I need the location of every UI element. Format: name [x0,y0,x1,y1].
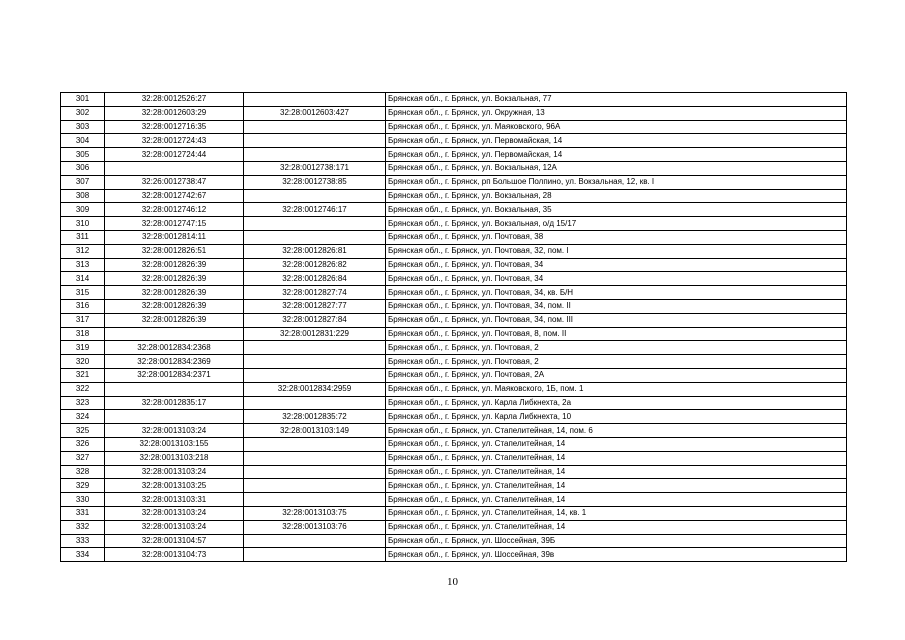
row-number-cell: 328 [61,465,105,479]
address-cell: Брянская обл., г. Брянск, ул. Вокзальная, 35 [386,203,847,217]
object-number-cell [244,189,386,203]
row-number-cell: 308 [61,189,105,203]
address-cell: Брянская обл., г. Брянск, ул. Вокзальная, 77 [386,93,847,107]
address-cell: Брянская обл., г. Брянск, ул. Первомайская, 14 [386,134,847,148]
object-number-cell: 32:28:0012738:171 [244,161,386,175]
row-number-cell: 315 [61,286,105,300]
table-row [61,341,847,355]
row-number-cell: 309 [61,203,105,217]
object-number-cell [244,93,386,107]
address-cell: Брянская обл., г. Брянск, ул. Почтовая, 2А [386,368,847,382]
table-row [61,230,847,244]
address-cell: Брянская обл., г. Брянск, ул. Вокзальная, 28 [386,189,847,203]
table-row [61,272,847,286]
address-cell: Брянская обл., г. Брянск, ул. Стапелитейная, 14 [386,493,847,507]
object-number-cell: 32:28:0012746:17 [244,203,386,217]
address-cell: Брянская обл., г. Брянск, ул. Стапелитейная, 14 [386,520,847,534]
object-number-cell [244,341,386,355]
row-number-cell: 327 [61,451,105,465]
address-cell: Брянская обл., г. Брянск, ул. Почтовая, 38 [386,230,847,244]
object-number-cell: 32:28:0012831:229 [244,327,386,341]
cadastral-number-cell: 32:28:0012826:39 [105,272,244,286]
row-number-cell: 331 [61,506,105,520]
row-number-cell: 334 [61,548,105,562]
table-row [61,410,847,424]
object-number-cell [244,368,386,382]
row-number-cell: 306 [61,161,105,175]
address-cell: Брянская обл., г. Брянск, ул. Вокзальная, о/д 15/17 [386,217,847,231]
cadastral-number-cell: 32:28:0012526:27 [105,93,244,107]
cadastral-number-cell: 32:28:0012834:2368 [105,341,244,355]
address-cell: Брянская обл., г. Брянск, ул. Карла Либкнехта, 2а [386,396,847,410]
cadastral-number-cell [105,382,244,396]
table-row [61,120,847,134]
object-number-cell: 32:28:0012826:82 [244,258,386,272]
cadastral-number-cell: 32:28:0013103:24 [105,424,244,438]
cadastral-number-cell: 32:28:0012746:12 [105,203,244,217]
row-number-cell: 312 [61,244,105,258]
row-number-cell: 304 [61,134,105,148]
address-cell: Брянская обл., г. Брянск, ул. Почтовая, 34, пом. II [386,299,847,313]
cadastral-number-cell: 32:28:0013103:155 [105,437,244,451]
address-cell: Брянская обл., г. Брянск, ул. Почтовая, 8, пом. II [386,327,847,341]
table-row [61,313,847,327]
object-number-cell: 32:28:0012738:85 [244,175,386,189]
object-number-cell: 32:28:0012827:74 [244,286,386,300]
table-row [61,134,847,148]
cadastral-number-cell: 32:28:0012826:39 [105,258,244,272]
table-row [61,396,847,410]
cadastral-number-cell [105,327,244,341]
address-cell: Брянская обл., г. Брянск, ул. Вокзальная, 12А [386,161,847,175]
cadastral-number-cell: 32:28:0012826:51 [105,244,244,258]
row-number-cell: 301 [61,93,105,107]
cadastral-number-cell: 32:28:0013104:57 [105,534,244,548]
address-cell: Брянская обл., г. Брянск, ул. Почтовая, 2 [386,355,847,369]
table-row [61,244,847,258]
object-number-cell: 32:28:0012603:427 [244,106,386,120]
row-number-cell: 330 [61,493,105,507]
row-number-cell: 310 [61,217,105,231]
row-number-cell: 302 [61,106,105,120]
cadastral-number-cell: 32:28:0013103:25 [105,479,244,493]
object-number-cell [244,217,386,231]
object-number-cell: 32:28:0012835:72 [244,410,386,424]
address-cell: Брянская обл., г. Брянск, ул. Почтовая, 34, кв. Б/Н [386,286,847,300]
object-number-cell [244,548,386,562]
table-row [61,93,847,107]
row-number-cell: 320 [61,355,105,369]
address-cell: Брянская обл., г. Брянск, ул. Стапелитейная, 14 [386,437,847,451]
table-row [61,368,847,382]
table-row [61,161,847,175]
cadastral-number-cell: 32:28:0012835:17 [105,396,244,410]
registry-table [60,92,847,562]
cadastral-number-cell: 32:28:0012834:2369 [105,355,244,369]
object-number-cell: 32:28:0012826:84 [244,272,386,286]
object-number-cell [244,396,386,410]
table-row [61,299,847,313]
table-row [61,493,847,507]
address-cell: Брянская обл., г. Брянск, ул. Стапелитейная, 14, пом. 6 [386,424,847,438]
object-number-cell [244,451,386,465]
row-number-cell: 305 [61,148,105,162]
cadastral-number-cell: 32:28:0013103:31 [105,493,244,507]
cadastral-number-cell: 32:28:0012603:29 [105,106,244,120]
cadastral-number-cell [105,410,244,424]
cadastral-number-cell: 32:28:0012834:2371 [105,368,244,382]
table-row [61,148,847,162]
cadastral-number-cell: 32:28:0012826:39 [105,299,244,313]
row-number-cell: 307 [61,175,105,189]
cadastral-number-cell: 32:28:0012742:67 [105,189,244,203]
cadastral-number-cell: 32:28:0013103:218 [105,451,244,465]
address-cell: Брянская обл., г. Брянск, ул. Маяковского, 1Б, пом. 1 [386,382,847,396]
table-row [61,424,847,438]
row-number-cell: 326 [61,437,105,451]
row-number-cell: 303 [61,120,105,134]
row-number-cell: 319 [61,341,105,355]
object-number-cell [244,493,386,507]
object-number-cell [244,465,386,479]
cadastral-number-cell: 32:26:0012738:47 [105,175,244,189]
address-cell: Брянская обл., г. Брянск, ул. Почтовая, 34 [386,258,847,272]
object-number-cell [244,437,386,451]
cadastral-number-cell: 32:28:0013104:73 [105,548,244,562]
row-number-cell: 318 [61,327,105,341]
address-cell: Брянская обл., г. Брянск, ул. Стапелитейная, 14 [386,479,847,493]
table-row [61,203,847,217]
cadastral-number-cell: 32:28:0012826:39 [105,313,244,327]
object-number-cell: 32:28:0013103:75 [244,506,386,520]
row-number-cell: 321 [61,368,105,382]
table-row [61,286,847,300]
row-number-cell: 311 [61,230,105,244]
table-row [61,506,847,520]
address-cell: Брянская обл., г. Брянск, ул. Окружная, 13 [386,106,847,120]
table-row [61,327,847,341]
cadastral-number-cell: 32:28:0013103:24 [105,465,244,479]
table-row [61,548,847,562]
object-number-cell [244,230,386,244]
cadastral-number-cell: 32:28:0012826:39 [105,286,244,300]
cadastral-number-cell: 32:28:0012716:35 [105,120,244,134]
cadastral-number-cell: 32:28:0012724:44 [105,148,244,162]
row-number-cell: 329 [61,479,105,493]
table-row [61,465,847,479]
address-cell: Брянская обл., г. Брянск, ул. Стапелитейная, 14, кв. 1 [386,506,847,520]
table-row [61,534,847,548]
address-cell: Брянская обл., г. Брянск, ул. Маяковского, 96А [386,120,847,134]
object-number-cell: 32:28:0012827:77 [244,299,386,313]
table-row [61,520,847,534]
table-row [61,437,847,451]
page-number: 10 [447,576,458,588]
object-number-cell: 32:28:0012826:81 [244,244,386,258]
row-number-cell: 314 [61,272,105,286]
address-cell: Брянская обл., г. Брянск, ул. Карла Либкнехта, 10 [386,410,847,424]
row-number-cell: 332 [61,520,105,534]
object-number-cell [244,148,386,162]
table-row [61,189,847,203]
object-number-cell [244,479,386,493]
table-row [61,106,847,120]
object-number-cell: 32:28:0012834:2959 [244,382,386,396]
address-cell: Брянская обл., г. Брянск, ул. Шоссейная, 39Б [386,534,847,548]
address-cell: Брянская обл., г. Брянск, ул. Почтовая, 32, пом. I [386,244,847,258]
table-row [61,382,847,396]
object-number-cell [244,355,386,369]
object-number-cell: 32:28:0013103:149 [244,424,386,438]
table-row [61,217,847,231]
address-cell: Брянская обл., г. Брянск, ул. Стапелитейная, 14 [386,451,847,465]
table-row [61,479,847,493]
address-cell: Брянская обл., г. Брянск, рп Большое Полпино, ул. Вокзальная, 12, кв. I [386,175,847,189]
address-cell: Брянская обл., г. Брянск, ул. Стапелитейная, 14 [386,465,847,479]
table-row [61,175,847,189]
cadastral-number-cell [105,161,244,175]
row-number-cell: 324 [61,410,105,424]
object-number-cell: 32:28:0012827:84 [244,313,386,327]
object-number-cell [244,120,386,134]
row-number-cell: 322 [61,382,105,396]
cadastral-number-cell: 32:28:0012814:11 [105,230,244,244]
address-cell: Брянская обл., г. Брянск, ул. Первомайская, 14 [386,148,847,162]
cadastral-number-cell: 32:28:0013103:24 [105,506,244,520]
address-cell: Брянская обл., г. Брянск, ул. Почтовая, 2 [386,341,847,355]
row-number-cell: 316 [61,299,105,313]
table-row [61,258,847,272]
row-number-cell: 317 [61,313,105,327]
cadastral-number-cell: 32:28:0013103:24 [105,520,244,534]
table-row [61,451,847,465]
object-number-cell [244,534,386,548]
cadastral-number-cell: 32:28:0012747:15 [105,217,244,231]
cadastral-number-cell: 32:28:0012724:43 [105,134,244,148]
object-number-cell [244,134,386,148]
address-cell: Брянская обл., г. Брянск, ул. Почтовая, 34, пом. III [386,313,847,327]
row-number-cell: 333 [61,534,105,548]
address-cell: Брянская обл., г. Брянск, ул. Шоссейная, 39в [386,548,847,562]
row-number-cell: 323 [61,396,105,410]
table-row [61,355,847,369]
address-cell: Брянская обл., г. Брянск, ул. Почтовая, 34 [386,272,847,286]
object-number-cell: 32:28:0013103:76 [244,520,386,534]
row-number-cell: 325 [61,424,105,438]
row-number-cell: 313 [61,258,105,272]
table-body [61,93,847,562]
